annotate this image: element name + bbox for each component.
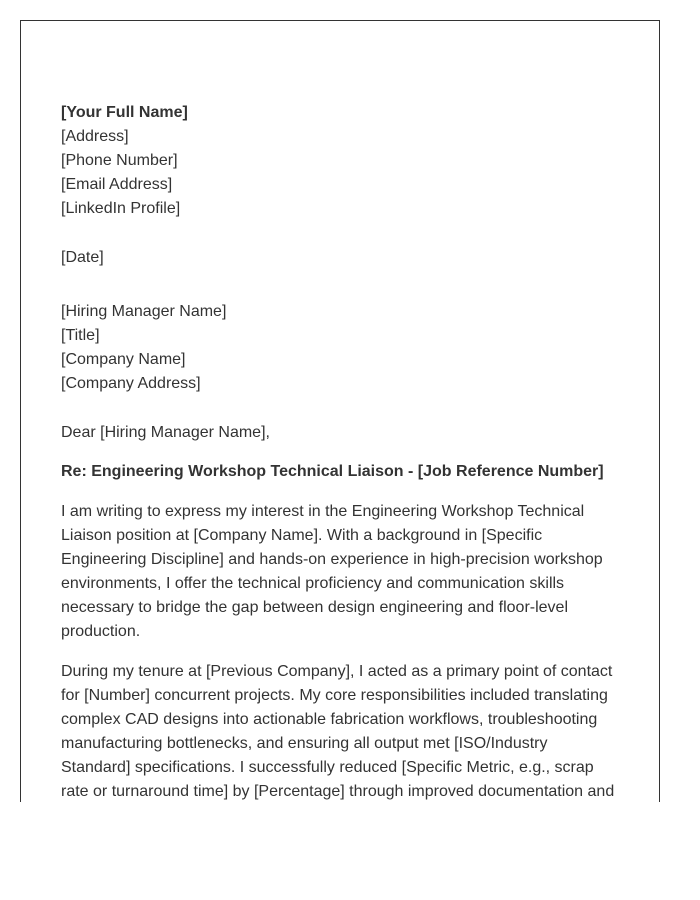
- recipient-name: [Hiring Manager Name]: [61, 303, 227, 320]
- subject-line: Re: Engineering Workshop Technical Liaison - [Job Reference Number]: [61, 463, 604, 480]
- recipient-title: [Title]: [61, 327, 100, 344]
- letter-body: [61, 101, 621, 802]
- date-block: [61, 246, 621, 270]
- sender-phone: [Phone Number]: [61, 152, 178, 169]
- recipient-block: [61, 300, 621, 396]
- salutation: Dear [Hiring Manager Name],: [61, 424, 270, 441]
- sender-address: [Address]: [61, 128, 129, 145]
- body-paragraph-2: During my tenure at [Previous Company], I acted as a primary point of contact for [Number] concurrent projects. My core responsibilities included translating complex CAD designs into actionable fabrication workflows, troubleshooting manufacturing bottlenecks, and ensuring all output met [ISO/Industry Standard] specifications. I successfully reduced [Specific Metric, e.g., scrap rate or turnaround time] by [Percentage] through improved documentation and: [61, 663, 615, 800]
- sender-linkedin: [LinkedIn Profile]: [61, 200, 181, 217]
- sender-block: [61, 101, 621, 221]
- salutation-block: [61, 421, 621, 445]
- letter-page: [20, 20, 660, 802]
- sender-name: [Your Full Name]: [61, 104, 188, 121]
- recipient-address: [Company Address]: [61, 375, 201, 392]
- letter-date: [Date]: [61, 249, 104, 266]
- sender-email: [Email Address]: [61, 176, 173, 193]
- body-paragraph-1: I am writing to express my interest in the Engineering Workshop Technical Liaison position at [Company Name]. With a background in [Specific Engineering Discipline] and hands-on experience in high-precision workshop environments, I offer the technical proficiency and communication skills necessary to bridge the gap between design engineering and floor-level production.: [61, 503, 603, 640]
- recipient-company: [Company Name]: [61, 351, 186, 368]
